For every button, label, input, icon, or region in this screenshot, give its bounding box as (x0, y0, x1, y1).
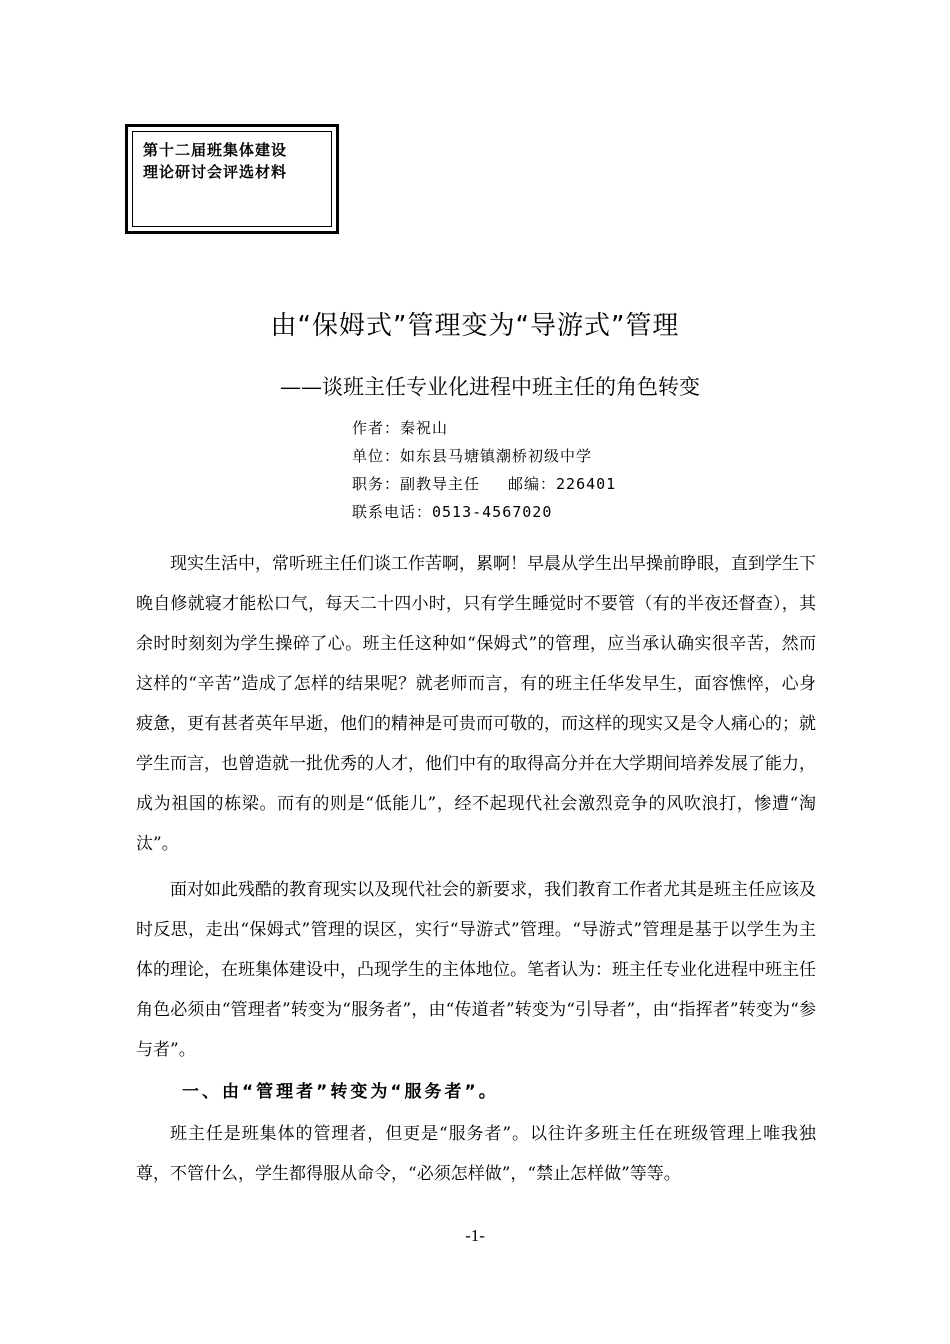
author-phone: 联系电话：0513-4567020 (352, 503, 553, 521)
paragraph-2: 面对如此残酷的教育现实以及现代社会的新要求，我们教育工作者尤其是班主任应该及时反思，走出“保姆式”管理的误区，实行“导游式”管理。“导游式”管理是基于以学生为主体的理论，在班集体建设中，凸现学生的主体地位。笔者认为：班主任专业化进程中班主任角色必须由“管理者”转变为“服务者”，由“传道者”转变为“引导者”，由“指挥者”转变为“参与者”。 (136, 880, 816, 1060)
document-subtitle: ——谈班主任专业化进程中班主任的角色转变 (280, 375, 700, 399)
author-position: 职务：副教导主任 (352, 475, 481, 493)
author-position-row (352, 470, 616, 498)
stamp-line-1: 第十二届班集体建设 (143, 141, 288, 159)
section-heading-1: 一、由“管理者”转变为“服务者”。 (182, 1082, 499, 1102)
author-postcode: 邮编：226401 (508, 475, 617, 493)
paragraph-3: 班主任是班集体的管理者，但更是“服务者”。以往许多班主任在班级管理上唯我独尊，不管什么，学生都得服从命令，“必须怎样做”，“禁止怎样做”等等。 (136, 1124, 816, 1184)
stamp-line-2: 理论研讨会评选材料 (143, 163, 288, 181)
page-number: -1- (465, 1226, 485, 1245)
author-unit: 单位：如东县马塘镇潮桥初级中学 (352, 447, 593, 465)
evaluation-stamp-box (125, 124, 339, 234)
author-info (352, 414, 616, 526)
document-title: 由“保姆式”管理变为“导游式”管理 (270, 311, 680, 341)
evaluation-stamp-inner (132, 131, 332, 227)
body-text (136, 544, 816, 1194)
paragraph-1: 现实生活中，常听班主任们谈工作苦啊，累啊！早晨从学生出早操前睁眼，直到学生下晚自修就寝才能松口气，每天二十四小时，只有学生睡觉时不要管（有的半夜还督查），其余时时刻刻为学生操碎了心。班主任这种如“保姆式”的管理，应当承认确实很辛苦，然而这样的“辛苦”造成了怎样的结果呢？就老师而言，有的班主任华发早生，面容憔悴，心身疲惫，更有甚者英年早逝，他们的精神是可贵而可敬的，而这样的现实又是令人痛心的；就学生而言，也曾造就一批优秀的人才，他们中有的取得高分并在大学期间培养发展了能力，成为祖国的栋梁。而有的则是“低能儿”，经不起现代社会激烈竞争的风吹浪打，惨遭“淘汰”。 (136, 554, 816, 854)
author-name: 作者：秦祝山 (352, 419, 449, 437)
